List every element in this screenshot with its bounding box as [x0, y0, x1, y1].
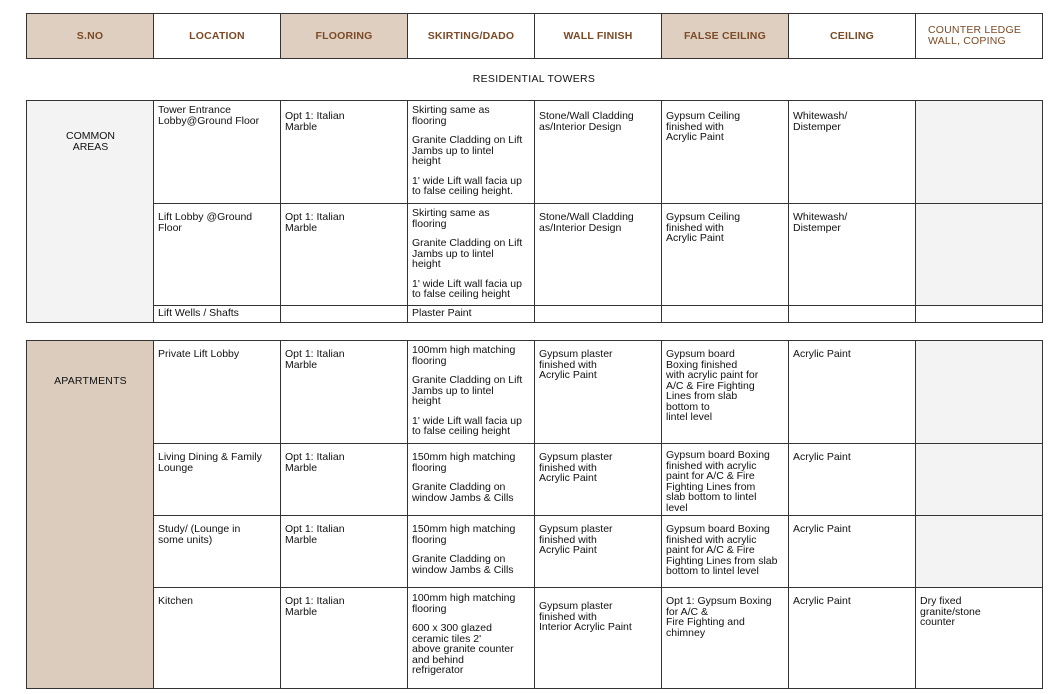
- skirting-line: Skirting same as flooring: [412, 104, 490, 127]
- skirting-line: Granite Cladding on window Jambs & Cills: [412, 553, 514, 576]
- table-row: [27, 588, 1043, 689]
- skirting-line: Granite Cladding on Lift Jambs up to lintel height: [412, 237, 523, 270]
- header-wall-finish: WALL FINISH: [535, 14, 662, 59]
- flooring-cell: Opt 1: Italian Marble: [281, 204, 408, 306]
- location-cell: Living Dining & Family Lounge: [154, 444, 281, 516]
- location-cell: Study/ (Lounge in some units): [154, 516, 281, 588]
- wall-finish-cell: Gypsum plaster finished with Interior Acrylic Paint: [535, 588, 662, 689]
- skirting-cell: [408, 341, 535, 444]
- location-cell: Lift Lobby @Ground Floor: [154, 204, 281, 306]
- counter-cell: [916, 306, 1043, 323]
- skirting-cell: [408, 516, 535, 588]
- false-ceiling-cell: Gypsum board Boxing finished with acrylic paint for A/C & Fire Fighting Lines from slab bottom to lintel level: [662, 444, 789, 516]
- flooring-cell: Opt 1: Italian Marble: [281, 516, 408, 588]
- false-ceiling-cell: Opt 1: Gypsum Boxing for A/C & Fire Fighting and chimney: [662, 588, 789, 689]
- header-ceiling: CEILING: [789, 14, 916, 59]
- ceiling-cell: [789, 306, 916, 323]
- counter-cell: [916, 204, 1043, 306]
- counter-cell: [916, 444, 1043, 516]
- skirting-line: 1' wide Lift wall facia up to false ceiling height: [412, 414, 522, 437]
- flooring-cell: [281, 306, 408, 323]
- apartments-label: APARTMENTS: [27, 341, 154, 689]
- wall-finish-cell: Stone/Wall Cladding as/Interior Design: [535, 101, 662, 204]
- wall-finish-cell: Stone/Wall Cladding as/Interior Design: [535, 204, 662, 306]
- skirting-cell: [408, 204, 535, 306]
- common-areas-label: COMMON AREAS: [27, 101, 154, 323]
- flooring-cell: Opt 1: Italian Marble: [281, 341, 408, 444]
- ceiling-cell: Acrylic Paint: [789, 341, 916, 444]
- ceiling-cell: Whitewash/ Distemper: [789, 101, 916, 204]
- false-ceiling-cell: [662, 306, 789, 323]
- wall-finish-cell: Gypsum plaster finished with Acrylic Paint: [535, 341, 662, 444]
- false-ceiling-cell: Gypsum Ceiling finished with Acrylic Paint: [662, 204, 789, 306]
- skirting-line: Plaster Paint: [412, 307, 472, 319]
- apartments-table: [26, 340, 1043, 689]
- header-counter-ledge: COUNTER LEDGE WALL, COPING: [916, 14, 1043, 59]
- table-row: [27, 204, 1043, 306]
- flooring-cell: Opt 1: Italian Marble: [281, 444, 408, 516]
- skirting-line: Skirting same as flooring: [412, 207, 490, 230]
- counter-cell: [916, 516, 1043, 588]
- skirting-line: 150mm high matching flooring: [412, 451, 516, 474]
- table-row: [27, 101, 1043, 204]
- skirting-line: Granite Cladding on window Jambs & Cills: [412, 481, 514, 504]
- ceiling-cell: Acrylic Paint: [789, 588, 916, 689]
- section-title: RESIDENTIAL TOWERS: [472, 73, 596, 85]
- header-sno: S.NO: [27, 14, 154, 59]
- flooring-cell: Opt 1: Italian Marble: [281, 588, 408, 689]
- location-cell: Private Lift Lobby: [154, 341, 281, 444]
- ceiling-cell: Acrylic Paint: [789, 516, 916, 588]
- header-skirting: SKIRTING/DADO: [408, 14, 535, 59]
- table-row: [27, 306, 1043, 323]
- skirting-line: Granite Cladding on Lift Jambs up to lintel height: [412, 134, 523, 167]
- header-false-ceiling: FALSE CEILING: [662, 14, 789, 59]
- table-row: [27, 341, 1043, 444]
- wall-finish-cell: Gypsum plaster finished with Acrylic Paint: [535, 516, 662, 588]
- counter-cell: [916, 101, 1043, 204]
- skirting-line: 100mm high matching flooring: [412, 592, 516, 615]
- header-location: LOCATION: [154, 14, 281, 59]
- table-row: [27, 444, 1043, 516]
- location-cell: Tower Entrance Lobby@Ground Floor: [154, 101, 281, 204]
- skirting-cell: [408, 101, 535, 204]
- skirting-line: 150mm high matching flooring: [412, 523, 516, 546]
- ceiling-cell: Whitewash/ Distemper: [789, 204, 916, 306]
- false-ceiling-cell: Gypsum board Boxing finished with acrylic paint for A/C & Fire Fighting Lines from slab bottom to lintel level: [662, 516, 789, 588]
- false-ceiling-cell: Gypsum board Boxing finished with acrylic paint for A/C & Fire Fighting Lines from slab bottom to lintel level: [662, 341, 789, 444]
- skirting-line: 600 x 300 glazed ceramic tiles 2' above granite counter and behind refrigerator: [412, 622, 514, 676]
- location-cell: Lift Wells / Shafts: [154, 306, 281, 323]
- header-flooring: FLOORING: [281, 14, 408, 59]
- spec-header-table: [26, 13, 1043, 59]
- skirting-cell: [408, 588, 535, 689]
- skirting-line: Granite Cladding on Lift Jambs up to lintel height: [412, 374, 523, 407]
- ceiling-cell: Acrylic Paint: [789, 444, 916, 516]
- wall-finish-cell: [535, 306, 662, 323]
- common-areas-table: [26, 100, 1043, 323]
- counter-cell: Dry fixed granite/stone counter: [916, 588, 1043, 689]
- flooring-cell: Opt 1: Italian Marble: [281, 101, 408, 204]
- false-ceiling-cell: Gypsum Ceiling finished with Acrylic Paint: [662, 101, 789, 204]
- location-cell: Kitchen: [154, 588, 281, 689]
- skirting-line: 1' wide Lift wall facia up to false ceiling height.: [412, 174, 522, 197]
- wall-finish-cell: Gypsum plaster finished with Acrylic Paint: [535, 444, 662, 516]
- header-row: [27, 14, 1043, 59]
- table-row: [27, 516, 1043, 588]
- counter-cell: [916, 341, 1043, 444]
- skirting-line: 100mm high matching flooring: [412, 344, 516, 367]
- skirting-cell: [408, 444, 535, 516]
- skirting-line: 1' wide Lift wall facia up to false ceiling height: [412, 277, 522, 300]
- skirting-cell: [408, 306, 535, 323]
